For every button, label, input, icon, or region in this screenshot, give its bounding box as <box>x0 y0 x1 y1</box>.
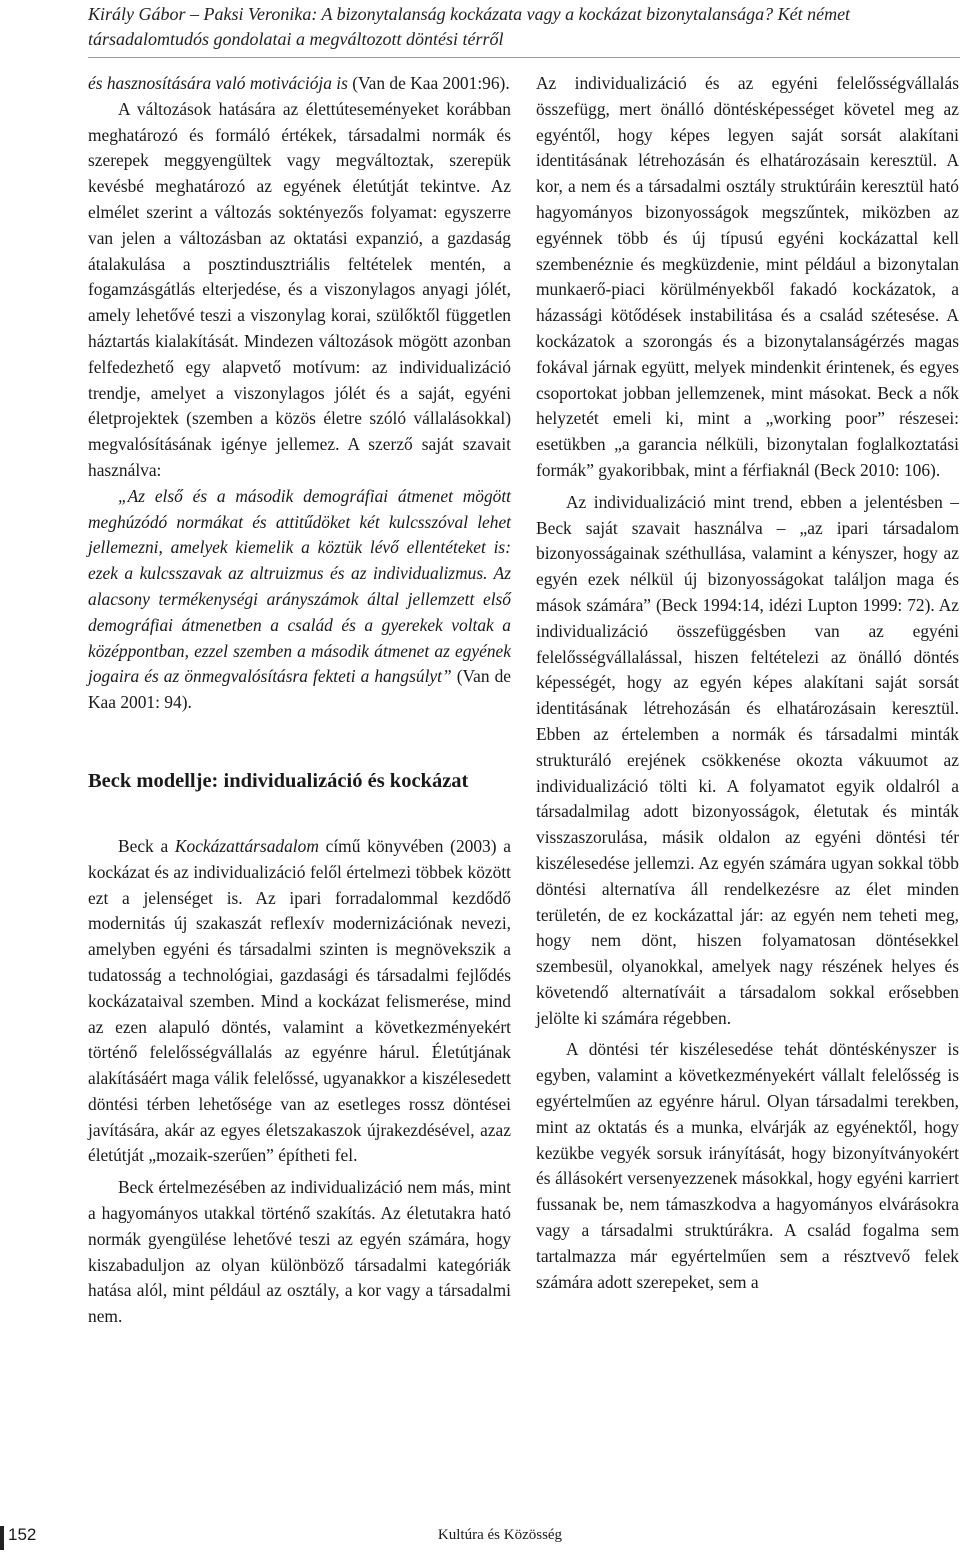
italic-quote-fragment: és hasznosítására való motivációja is <box>88 73 348 93</box>
paragraph-change-effects: A változások hatására az élettúteseményeket korábban meghatározó és formáló értékek, társadalmi normák és szerepek meggyengültek vagy megváltoztak, szerepük kevésbé meghatározó az egyének életútját tekintve. Az elmélet szerint a változás soktényezős folyamat: egyszerre van jelen a változásban az oktatási expanzió, a gazdaság átalakulása a posztindusztriális feltételek mentén, a fogamzásgátlás elterjedése, és a viszonylagos anyagi jólét, amely lehetővé teszi a viszonylag korai, szülőktől független háztartás kialakítását. Mindezen változások mögött azonban felfedezhető egy alapvető motívum: az individualizáció trendje, amelyet a viszonylagos jólét és a saját, egyéni életprojektek (szemben a közös életre szóló vállalásokkal) megvalósításának igénye jellemez. A szerző saját szavait használva: <box>88 98 511 480</box>
header-rule <box>88 57 960 58</box>
citation: (Van de Kaa 2001:96). <box>347 73 510 93</box>
book-title: Kockázattársadalom <box>174 835 319 856</box>
paragraph-beck-book <box>88 834 511 1169</box>
quote-text: „Az első és a második demográfiai átmenet mögött meghúzódó normákat és attitűdöket két kulcsszóval lehet jellemezni, amelyek kiemelik a köztük lévő ellentéteket is: ezek a kulcsszavak az altruizmus és az individualizmus. Az alacsony termékenységi arányszámok által jellemzett első demográfiai átmenetben a család és a gyerekek voltak a középpontban, ezzel szemben a második átmenet az egyének jogaira és az önmegvalósításra fekteti a hangsúlyt” <box>88 485 511 687</box>
text-run: Beck a <box>118 835 175 856</box>
quote-citation: (Van de Kaa 2001: 94). <box>88 666 511 713</box>
paragraph-individualization: Az individualizáció és az egyéni felelősségvállalás összefügg, mert önálló döntésképességet követel meg az egyéntől, hogy képes legyen saját sorsát alakítani identitásának létrehozásán és elhatározásain keresztül. A kor, a nem és a társadalmi osztály struktúráin keresztül ható hagyományos bizonyosságok megszűntek, miközben az egyénnek több és új típusú egyéni kockázattal kell szembenéznie és megküzdenie, mint például a bizonytalan munkaerő-piaci körülményekből fakadó kockázatok, a házassági kötődések instabilitása és a család szétesése. A kockázatok a szorongás és a bizonytalanságérzés magas fokával járnak együtt, melyek mindenkit érintenek, és egyes csoportokat jobban jellemzenek, mint másokat. Beck a nők helyzetét emeli ki, mint a „working poor” részesei: esetükben „a garancia nélküli, bizonytalan foglalkoztatási formák” gyakoribbak, mint a férfiaknál (Beck 2010: 106). <box>536 73 959 480</box>
paragraph-trend: Az individualizáció mint trend, ebben a jelentésben – Beck saját szavait használva – „az ipari társadalom bizonyosságainak széthullása, valamint a kényszer, hogy az egyén ezek nélkül új bizonyosságokat találjon maga és mások számára” (Beck 1994:14, idézi Lupton 1999: 72). Az individualizáció összefüggésben van az egyéni felelősségvállalással, hiszen feltételezi az önálló döntés képességét, hogy az egyén képes alakítani saját sorsát identitásának létrehozásán és elhatározásain keresztül. Ebben az értelemben a normák és társadalmi minták strukturáló erejének csökkenése okozta vákuumot az individualizáció tölti ki. A folyamatot egyik oldalról a társadalmilag adott bizonyosságok, életutak és minták visszaszorulása, másik oldalon az egyéni döntési tér kiszélesedése jellemzi. Az egyén számára ugyan sokkal több döntési alternatíva áll rendelkezésre az élet minden területén, de ez kockázattal jár: az egyén nem teheti meg, hogy nem dönt, hiszen folyamatosan döntésekkel szembesül, olyanokkal, amelyek nagy részének helyes és követendő alternatíváit a társadalom sokkal erősebben jelölte ki számára régebben. <box>536 491 959 1028</box>
text-run: című könyvében (2003) a kockázat és az individualizáció felől értelmezi többek között ezt a jelenséget is. Az ipari forradalommal kezdődő modernitás új szakaszát reflexív modernizációnak nevezi, amelyben egyéni és társadalmi szinten is megnövekszik a tudatosság a technológiai, gazdasági és társadalmi fejlődés kockázataival szemben. Mind a kockázat felismerése, mind az ezen alapuló döntés, valamint a következményekért történő felelősségvállalás az egyénre hárul. Életútjának alakításáért maga válik felelőssé, ugyanakkor a kiszélesedett döntési térben lehetősége van az esetleges rossz döntései javítására, akár az egyes életszakaszok újrakezdésével, azaz életútját „mozaik-szerűen” építheti fel. <box>88 835 511 1166</box>
paragraph-continuation <box>88 71 511 97</box>
paragraph-beck-interpretation: Beck értelmezésében az individualizáció nem más, mint a hagyományos utakkal történő szakítás. Az életutakra ható normák gyengülése lehetővé teszi az egyén számára, hogy kiszabaduljon az olyan különböző társadalmi kategóriák hatása alól, mint például az osztály, a kor vagy a társadalmi nem. <box>88 1177 511 1327</box>
block-quote <box>88 484 511 716</box>
paragraph-decision-space: A döntési tér kiszélesedése tehát döntéskényszer is egyben, valamint a következményekért vállalt felelősség is egyértelműen az egyénre hárul. Olyan társadalmi terekben, mint az oktatás és a munka, elvárják az egyénektől, hogy kezükbe vegyék sorsuk irányítását, hogy bizonyítványokért és állásokért versenyezzenek másokkal, hogy egyéni karriert fussanak be, nem támaszkodva a hagyományos elvárásokra vagy a társadalmi struktúrákra. A család fogalma sem tartalmazza már egyértelműen sem a résztvevő felek számára adott szerepeket, sem a <box>536 1039 959 1292</box>
section-heading: Beck modellje: individualizáció és kockázat <box>88 769 469 792</box>
running-header: Király Gábor – Paksi Veronika: A bizonytalanság kockázata vagy a kockázat bizonytalansága? Két német társadalomtudós gondolatai a megváltozott döntési térről <box>88 4 851 49</box>
left-column <box>88 71 511 1330</box>
journal-name: Kultúra és Közösség <box>437 1527 563 1543</box>
page-number: 152 <box>8 1525 37 1544</box>
right-column <box>536 71 959 1295</box>
